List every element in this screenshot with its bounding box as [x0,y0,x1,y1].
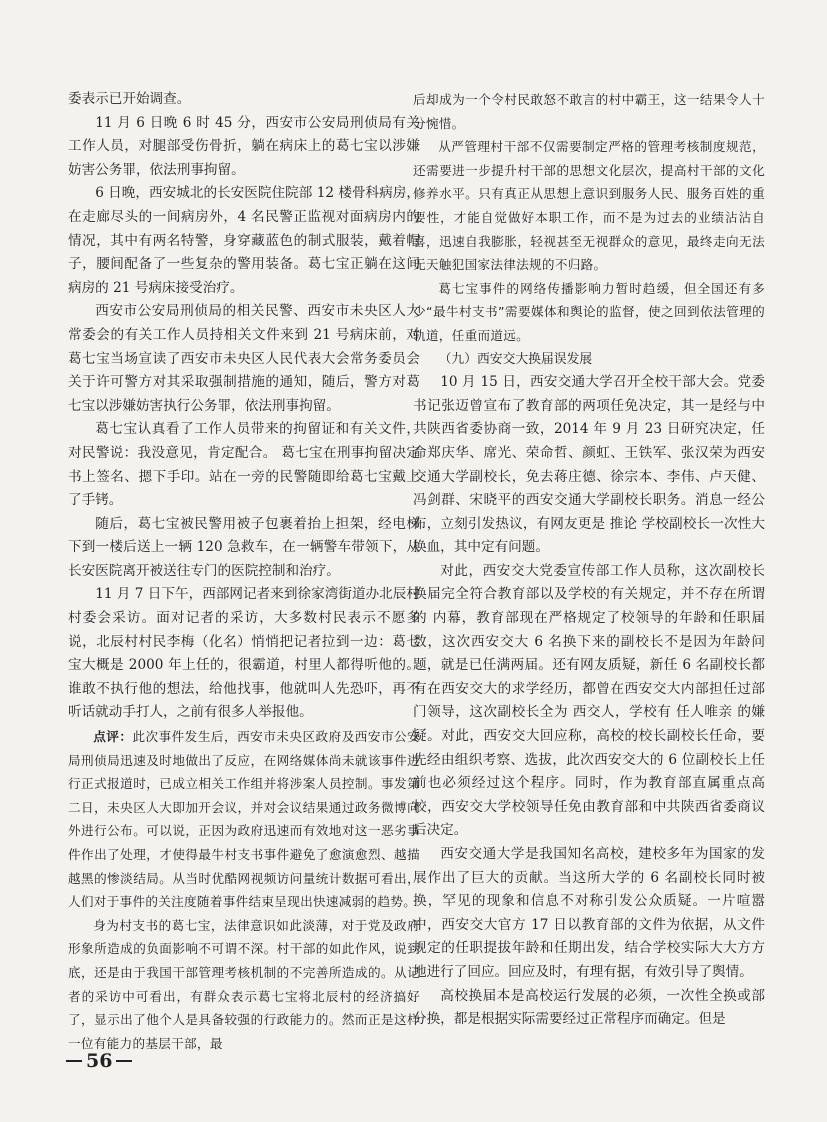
comment-label: 点评： [93,729,133,745]
body-paragraph: 11 月 7 日下午，西部网记者来到徐家湾街道办北辰村村委会采访。面对记者的采访，大多数村民表示不愿多说，北辰村村民李梅（化名）悄悄把记者拉到一边：葛七宝大概是 2000 年上任的，很霸道，村里人都得听他的。谁敢不执行他的想法，给他找事，他就叫人先恐吓，再不听话就动手打人，之前有很多人举报他。 [68,586,420,721]
comment-paragraph [68,725,420,914]
page-number [66,1050,132,1072]
page-number-dash-left [66,1060,82,1062]
body-paragraph: 对此，西安交大党委宣传部工作人员称，这次副校长换届完全符合教育部以及学校的有关规定，并不存在所谓的 内幕，教育部现在严格规定了校领导的年龄和任职届数，这次西安交大 6 名换下来的副校长不是因为年龄问题，就是已任满两届。还有网友质疑，新任 6 名副校长都有在西安交大的求学经历，都曾在西安交大内部担任过部门领导，这次副校长全为 西交人，学校有 任人唯亲 的嫌疑。对此，西安交大回应称，高校的校长副校长任命，要先经由组织考察、选拔，此次西安交大的 6 位副校长上任前也必须经过这个程序。同时，作为教育部直属重点高校，西安交大学校领导任免由教育部和中共陕西省委商议后决定。 [413,562,765,839]
body-paragraph: 6 日晚，西安城北的长安医院住院部 12 楼骨科病房，在走廊尽头的一间病房外，4 名民警正监视对面病房内的情况，其中有两名特警，身穿藏蓝色的制式服装，戴着帽子，腰间配备了一些复杂的警用装备。葛七宝正躺在这间病房的 21 号病床接受治疗。 [68,185,420,296]
body-paragraph: 高校换届本是高校运行发展的必须，一次性全换或部分换，都是根据实际需要经过正常程序而确定。但是 [413,987,765,1028]
body-paragraph: 葛七宝认真看了工作人员带来的拘留证和有关文件，对民警说：我没意见，肯定配合。 葛七宝在刑事拘留决定书上签名、摁下手印。站在一旁的民警随即给葛七宝戴上了手铐。 [68,421,420,509]
body-paragraph: 西安交通大学是我国知名高校，建校多年为国家的发展作出了巨大的贡献。当这所大学的 6 名副校长同时被换，罕见的现象和信息不对称引发公众质疑。一片喧嚣中，西安交大官方 17 日以教育部的文件为依据，从文件规定的任职提拔年龄和任期出发，结合学校实际大大方方地进行了回应。回应及时，有理有据，有效引导了舆情。 [413,846,765,980]
comment-paragraph: 身为村支书的葛七宝，法律意识如此淡薄，对于党及政府形象所造成的负面影响不可谓不深。村干部的如此作风，说到底，还是由于我国干部管理考核机制的不完善所造成的。从记者的采访中可看出，有群众表示葛七宝将北辰村的经济搞好了，显示出了他个人是具备较强的行政能力的。然而正是这样一位有能力的基层干部，最 [68,917,420,1051]
body-paragraph: 随后，葛七宝被民警用被子包裹着抬上担架，经电梯下到一楼后送上一辆 120 急救车，在一辆警车带领下，从长安医院离开被送往专门的医院控制和治疗。 [68,515,420,579]
comment-text: 此次事件发生后，西安市未央区政府及西安市公安局刑侦局迅速及时地做出了反应，在网络媒体尚未就该事件进行正式报道时，已成立相关工作组并将涉案人员控制。事发第二日，未央区人大即加开会议，并对会议结果通过政务微博向外进行公布。可以说，正因为政府迅速而有效地对这一恶劣事件作出了处理，才使得最牛村支书事件避免了愈演愈烈、越描越黑的惨淡结局。从当时优酷网视频访问量统计数据可看出，人们对于事件的关注度随着事件结束呈现出快速减弱的趋势。 [68,729,420,910]
left-column [68,88,420,1055]
body-paragraph: 委表示已开始调查。 [68,91,191,107]
comment-paragraph: 从严管理村干部不仅需要制定严格的管理考核制度规范，还需要进一步提升村干部的思想文化层次，提高村干部的文化修养水平。只有真正从思想上意识到服务人民、服务百姓的重要性，才能自觉做好本职工作，而不是为过去的业绩沾沾自喜，迅速自我膨胀，轻视甚至无视群众的意见，最终走向无法无天触犯国家法律法规的不归路。 [413,139,765,273]
page-number-dash-right [116,1060,132,1062]
body-paragraph: 西安市公安局刑侦局的相关民警、西安市未央区人大常委会的有关工作人员持相关文件来到 21 号病床前，对葛七宝当场宣读了西安市未央区人民代表大会常务委员会关于许可警方对其采取强制措施的通知，随后，警方对葛七宝以涉嫌妨害执行公务罪，依法刑事拘留。 [68,303,420,414]
section-heading: （九）西安交大换届误发展 [438,351,593,367]
right-column [413,88,765,1032]
body-paragraph: 10 月 15 日，西安交通大学召开全校干部大会。党委书记张迈曾宣布了教育部的两项任免决定，其一是经与中共陕西省委协商一致，2014 年 9 月 23 日研究决定，任命郑庆华、席光、荣命哲、颜虹、王铁军、张汉荣为西安交通大学副校长，免去蒋庄德、徐宗本、李伟、卢天健、冯剑群、宋晓平的西安交通大学副校长职务。消息一经公布，立刻引发热议，有网友更是 推论 学校副校长一次性大换血，其中定有问题。 [413,374,765,556]
page-number-value: 56 [86,1050,113,1072]
body-paragraph: 11 月 6 日晚 6 时 45 分，西安市公安局刑侦局有关工作人员，对腿部受伤骨折，躺在病床上的葛七宝以涉嫌妨害公务罪，依法刑事拘留。 [68,114,420,178]
comment-paragraph: 后却成为一个令村民敢怒不敢言的村中霸王，这一结果令人十分惋惜。 [413,92,765,131]
comment-paragraph: 葛七宝事件的网络传播影响力暂时趋缓，但全国还有多少“最牛村支书”需要媒体和舆论的监督，使之回到依法管理的轨道，任重而道远。 [413,280,765,343]
